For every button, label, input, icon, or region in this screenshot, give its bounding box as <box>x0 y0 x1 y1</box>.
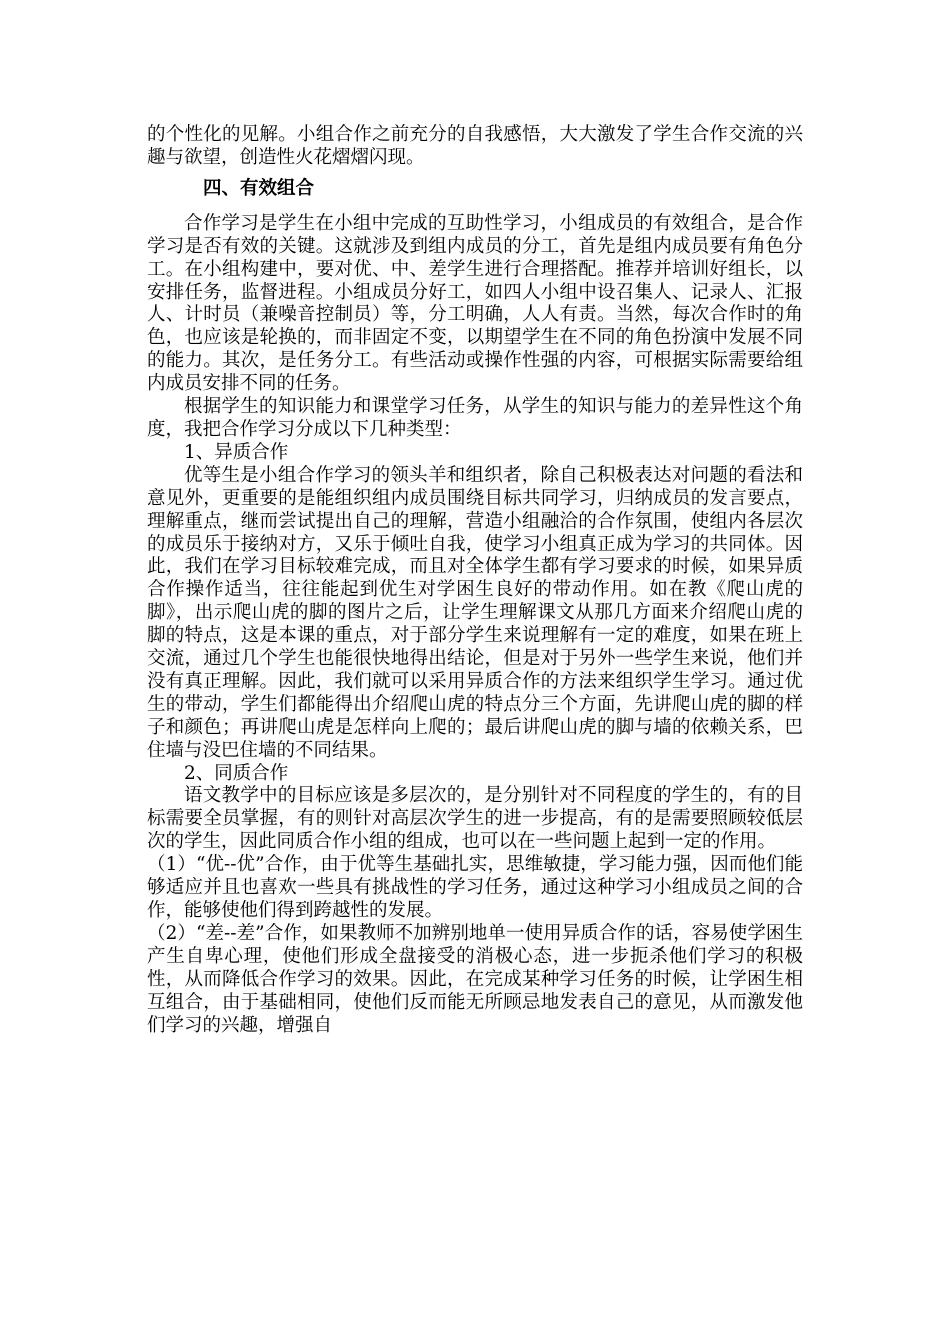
document-page <box>147 124 803 1037</box>
paragraph-effective-grouping: 合作学习是学生在小组中完成的互助性学习，小组成员的有效组合，是合作学习是否有效的关键。这就涉及到组内成员的分工，首先是组内成员要有角色分工。在小组构建中，要对优、中、差学生进行合理搭配。推荐并培训好组长，以安排任务，监督进程。小组成员分好工，如四人小组中设召集人、记录人、汇报人、计时员（兼噪音控制员）等，分工明确，人人有责。当然，每次合作时的角色，也应该是轮换的，而非固定不变，以期望学生在不同的角色扮演中发展不同的能力。其次，是任务分工。有些活动或操作性强的内容，可根据实际需要给组内成员安排不同的任务。 <box>147 212 803 395</box>
list-item-excellent-excellent: （1）“优--优”合作，由于优等生基础扎实，思维敏捷，学习能力强，因而他们能够适应并且也喜欢一些具有挑战性的学习任务，通过这种学习小组成员之间的合作，能够使他们得到跨越性的发展。 <box>147 854 803 921</box>
intro-paragraph: 的个性化的见解。小组合作之前充分的自我感悟，大大激发了学生合作交流的兴趣与欲望，创造性火花熠熠闪现。 <box>147 124 803 168</box>
paragraph-cooperation-types: 根据学生的知识能力和课堂学习任务，从学生的知识与能力的差异性这个角度，我把合作学习分成以下几种类型： <box>147 396 803 440</box>
section-heading: 四、有效组合 <box>203 177 315 199</box>
subsection-homogeneous-body: 语文教学中的目标应该是多层次的，是分别针对不同程度的学生的，有的目标需要全员掌握，有的则针对高层次学生的进一步提高，有的是需要照顾较低层次的学生，因此同质合作小组的组成，也可以在一些问题上起到一定的作用。 <box>147 785 803 853</box>
list-item-weak-weak: （2）“差--差”合作，如果教师不加辨别地单一使用异质合作的话，容易使学困生产生自卑心理，使他们形成全盘接受的消极心态，进一步扼杀他们学习的积极性，从而降低合作学习的效果。因此，在完成某种学习任务的时候，让学困生相互组合，由于基础相同，使他们反而能无所顾忌地发表自己的意见，从而激发他们学习的兴趣，增强自 <box>147 922 803 1036</box>
subsection-heterogeneous-body: 优等生是小组合作学习的领头羊和组织者，除自己积极表达对问题的看法和意见外，更重要的是能组织组内成员围绕目标共同学习，归纳成员的发言要点，理解重点，继而尝试提出自己的理解，营造小组融洽的合作氛围，使组内各层次的成员乐于接纳对方，又乐于倾吐自我，使学习小组真正成为学习的共同体。因此，我们在学习目标较难完成，而且对全体学生都有学习要求的时候，如果异质合作操作适当，往往能起到优生对学困生良好的带动作用。如在教《爬山虎的脚》，出示爬山虎的脚的图片之后，让学生理解课文从那几方面来介绍爬山虎的脚的特点，这是本课的重点，对于部分学生来说理解有一定的难度，如果在班上交流，通过几个学生也能很快地得出结论，但是对于另外一些学生来说，他们并没有真正理解。因此，我们就可以采用异质合作的方法来组织学生学习。通过优生的带动，学生们都能得出介绍爬山虎的特点分三个方面，先讲爬山虎的脚的样子和颜色；再讲爬山虎是怎样向上爬的；最后讲爬山虎的脚与墙的依赖关系，巴住墙与没巴住墙的不同结果。 <box>147 464 803 761</box>
subsection-heterogeneous-title: 1、异质合作 <box>184 441 289 463</box>
subsection-homogeneous-title: 2、同质合作 <box>184 762 289 784</box>
